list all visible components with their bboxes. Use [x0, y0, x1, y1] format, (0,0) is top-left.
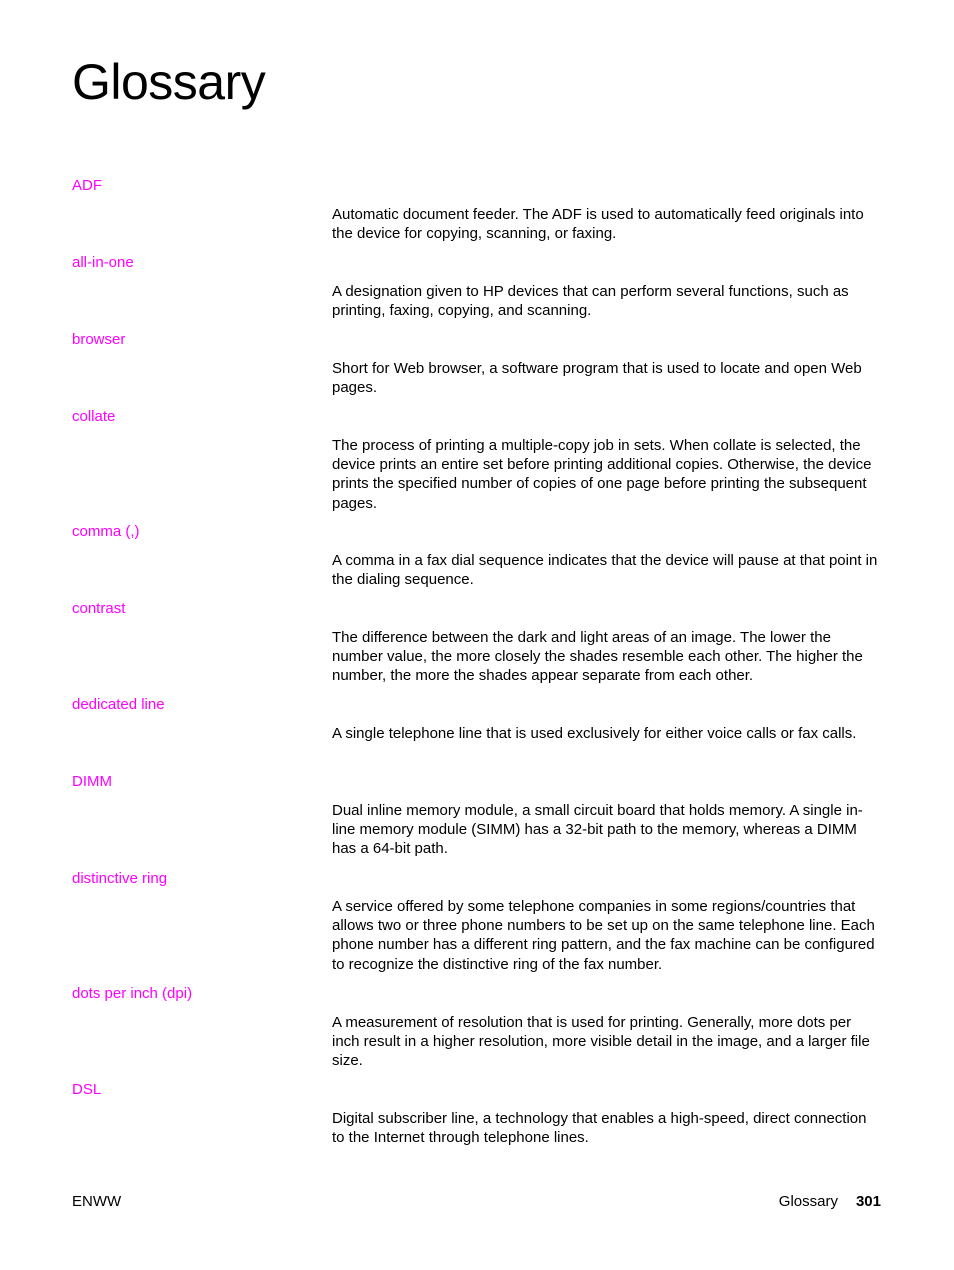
footer-publication-code: ENWW: [72, 1193, 122, 1210]
footer-section-title: Glossary: [778, 1193, 838, 1210]
glossary-definition: Short for Web browser, a software program that is used to locate and open Web pages.: [332, 360, 862, 397]
glossary-definition: A single telephone line that is used exclusively for either voice calls or fax calls.: [332, 725, 857, 742]
glossary-term[interactable]: collate: [72, 408, 116, 425]
glossary-term[interactable]: DIMM: [72, 773, 112, 790]
glossary-definition: Dual inline memory module, a small circuit board that holds memory. A single in-line memory module (SIMM) has a 32-bit path to the memory, whereas a DIMM has a 64-bit path.: [332, 802, 863, 858]
footer-page-number: 301: [855, 1193, 881, 1210]
footer-page-info: [779, 1192, 881, 1211]
glossary-definition: Digital subscriber line, a technology that enables a high-speed, direct connection to the Internet through telephone lines.: [332, 1110, 867, 1147]
glossary-term[interactable]: contrast: [72, 600, 126, 617]
glossary-definition: A measurement of resolution that is used for printing. Generally, more dots per inch result in a higher resolution, more visible detail in the image, and a larger file size.: [332, 1014, 870, 1070]
glossary-definition: Automatic document feeder. The ADF is used to automatically feed originals into the device for copying, scanning, or faxing.: [332, 206, 864, 243]
glossary-definition: A comma in a fax dial sequence indicates that the device will pause at that point in the dialing sequence.: [332, 552, 878, 589]
glossary-definition: The process of printing a multiple-copy job in sets. When collate is selected, the device prints an entire set before printing additional copies. Otherwise, the device prints the specified number of copies of one page before printing the subsequent pages.: [332, 437, 872, 512]
glossary-definition: A service offered by some telephone companies in some regions/countries that allows two or three phone numbers to be set up on the same telephone line. Each phone number has a different ring pattern, and the fax machine can be configured to recognize the distinctive ring of the fax number.: [332, 898, 875, 973]
glossary-term[interactable]: dedicated line: [72, 696, 165, 713]
glossary-definition: The difference between the dark and light areas of an image. The lower the number value, the more closely the shades resemble each other. The higher the number, the more the shades appear separate from each other.: [332, 629, 863, 685]
glossary-term[interactable]: browser: [72, 331, 126, 348]
glossary-definition: A designation given to HP devices that can perform several functions, such as printing, faxing, copying, and scanning.: [332, 283, 849, 320]
glossary-term[interactable]: ADF: [72, 177, 102, 194]
glossary-term[interactable]: dots per inch (dpi): [72, 985, 193, 1002]
glossary-term[interactable]: comma (,): [72, 523, 140, 540]
glossary-term[interactable]: distinctive ring: [72, 870, 168, 887]
glossary-term[interactable]: all-in-one: [72, 254, 134, 271]
glossary-term[interactable]: DSL: [72, 1081, 102, 1098]
page-title: Glossary: [72, 54, 266, 110]
